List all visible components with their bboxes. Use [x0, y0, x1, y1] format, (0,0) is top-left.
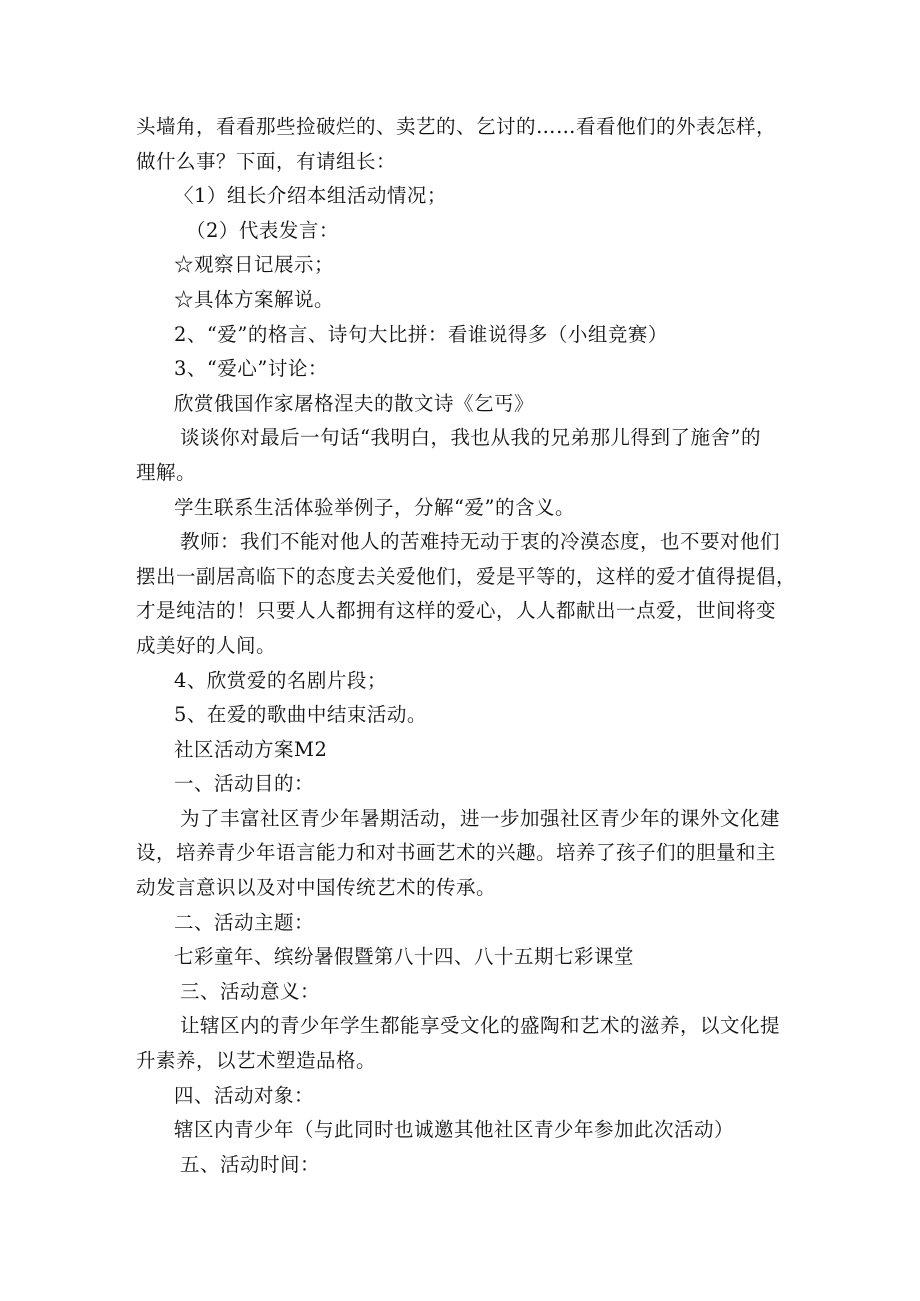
text-line: 头墙角，看看那些捡破烂的、卖艺的、乞讨的……看看他们的外表怎样， [136, 115, 777, 138]
text-line: 七彩童年、缤纷暑假暨第八十四、八十五期七彩课堂 [174, 945, 635, 969]
text-line: ☆具体方案解说。 [174, 287, 335, 311]
text-line: 谈谈你对最后一句话“我明白，我也从我的兄弟那儿得到了施舍”的 [180, 426, 761, 450]
text-line: 〈1）组长介绍本组活动情况； [174, 184, 447, 208]
text-line: 做什么事？下面，有请组长： [136, 149, 397, 173]
text-line: 升素养，以艺术塑造品格。 [136, 1049, 377, 1073]
text-line: ☆观察日记展示； [174, 253, 335, 277]
text-line: （2）代表发言： [186, 218, 339, 242]
document-body [136, 110, 797, 1182]
text-line: 辖区内青少年（与此同时也诚邀其他社区青少年参加此次活动） [174, 1118, 735, 1142]
text-line: 才是纯洁的！只要人人都拥有这样的爱心，人人都献出一点爱，世间将变 [136, 599, 777, 623]
text-line: 理解。 [136, 460, 197, 484]
text-line: 摆出一副居高临下的态度去关爱他们，爱是平等的，这样的爱才值得提倡， [136, 564, 797, 588]
text-line: 动发言意识以及对中国传统艺术的传承。 [136, 876, 497, 900]
text-line: 4、欣赏爱的名剧片段； [174, 668, 387, 692]
text-line: 教师：我们不能对他人的苦难持无动于衷的冷漠态度，也不要对他们 [180, 530, 781, 554]
text-line: 设，培养青少年语言能力和对书画艺术的兴趣。培养了孩子们的胆量和主 [136, 841, 777, 865]
text-line: 欣赏俄国作家屠格涅夫的散文诗《乞丐》 [174, 391, 535, 415]
text-line: 2、“爱”的格言、诗句大比拼：看谁说得多（小组竞赛） [174, 322, 668, 346]
section-heading: 五、活动时间： [180, 1152, 321, 1176]
section-title: 社区活动方案M2 [174, 737, 328, 761]
text-line: 让辖区内的青少年学生都能享受文化的盛陶和艺术的滋养，以文化提 [180, 1014, 781, 1038]
text-line: 学生联系生活体验举例子，分解“爱”的含义。 [174, 495, 575, 519]
section-heading: 三、活动意义： [180, 979, 321, 1003]
text-line: 成美好的人间。 [136, 633, 277, 657]
section-heading: 四、活动对象： [174, 1083, 315, 1107]
section-heading: 一、活动目的： [174, 772, 315, 796]
text-line: 3、“爱心”讨论： [174, 357, 328, 381]
text-line: 为了丰富社区青少年暑期活动，进一步加强社区青少年的课外文化建 [180, 806, 781, 830]
text-line: 5、在爱的歌曲中结束活动。 [174, 703, 427, 727]
section-heading: 二、活动主题： [174, 910, 315, 934]
